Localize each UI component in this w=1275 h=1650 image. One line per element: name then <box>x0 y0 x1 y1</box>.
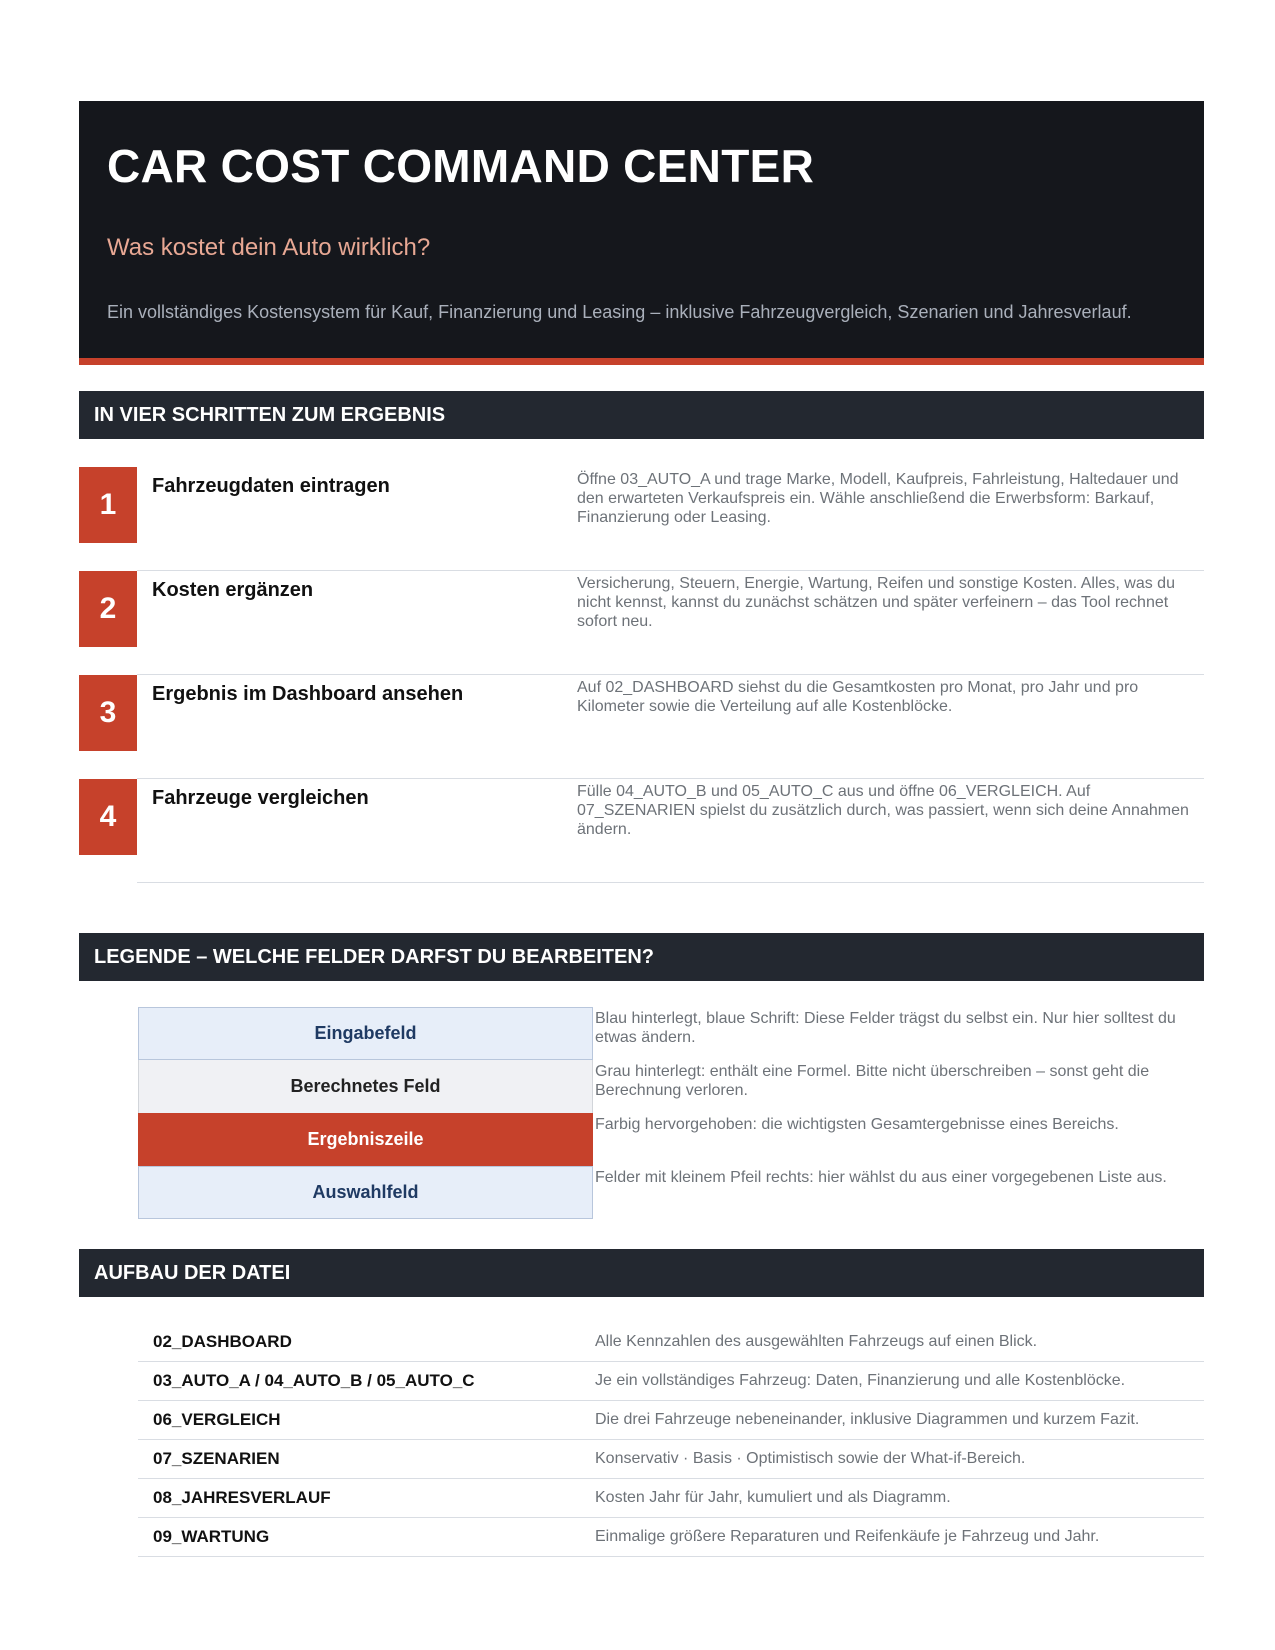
step-text: Versicherung, Steuern, Energie, Wartung, Reifen und sonstige Kosten. Alles, was du nicht kennst, kannst du zunächst schätzen und später verfeinern – das Tool rechnet sofort neu. <box>577 575 1175 630</box>
legend-swatch-calculated: Berechnetes Feld <box>138 1060 593 1113</box>
table-row <box>138 1323 1204 1362</box>
legend-row <box>138 1166 1204 1219</box>
file-structure-table <box>138 1323 1204 1557</box>
sheet-description: Konservativ · Basis · Optimistisch sowie der What-if-Bereich. <box>595 1450 1026 1467</box>
step-item <box>79 467 1204 571</box>
legend-table <box>138 1007 1204 1223</box>
sheet-name: 07_SZENARIEN <box>153 1449 280 1468</box>
table-row <box>138 1518 1204 1557</box>
step-item <box>79 779 1204 883</box>
step-body <box>137 467 1204 571</box>
document-page <box>79 101 1204 1557</box>
table-row <box>138 1401 1204 1440</box>
step-title: Fahrzeuge vergleichen <box>152 787 369 809</box>
legend-description: Farbig hervorgehoben: die wichtigsten Gesamtergebnisse eines Bereichs. <box>595 1116 1119 1133</box>
table-row <box>138 1440 1204 1479</box>
sheet-description: Alle Kennzahlen des ausgewählten Fahrzeugs auf einen Blick. <box>595 1333 1038 1350</box>
section-heading-structure: AUFBAU DER DATEI <box>79 1249 1204 1297</box>
legend-description: Blau hinterlegt, blaue Schrift: Diese Felder trägst du selbst ein. Nur hier solltest du etwas ändern. <box>595 1010 1176 1046</box>
sheet-description: Je ein vollständiges Fahrzeug: Daten, Finanzierung und alle Kostenblöcke. <box>595 1372 1126 1389</box>
sheet-name: 02_DASHBOARD <box>153 1332 292 1351</box>
legend-row <box>138 1113 1204 1166</box>
sheet-description: Die drei Fahrzeuge nebeneinander, inklusive Diagrammen und kurzem Fazit. <box>595 1411 1140 1428</box>
legend-row <box>138 1060 1204 1113</box>
header-banner <box>79 101 1204 365</box>
step-text: Fülle 04_AUTO_B und 05_AUTO_C aus und öffne 06_VERGLEICH. Auf 07_SZENARIEN spielst du zusätzlich durch, was passiert, wenn sich deine Annahmen ändern. <box>577 783 1189 838</box>
sheet-description: Kosten Jahr für Jahr, kumuliert und als Diagramm. <box>595 1489 951 1506</box>
table-row <box>138 1362 1204 1401</box>
legend-description: Grau hinterlegt: enthält eine Formel. Bitte nicht überschreiben – sonst geht die Berechnung verloren. <box>595 1063 1150 1099</box>
legend-description: Felder mit kleinem Pfeil rechts: hier wählst du aus einer vorgegebenen Liste aus. <box>595 1169 1167 1186</box>
sheet-name: 08_JAHRESVERLAUF <box>153 1488 331 1507</box>
step-number: 4 <box>79 779 137 855</box>
step-title: Fahrzeugdaten eintragen <box>152 475 390 497</box>
step-text: Auf 02_DASHBOARD siehst du die Gesamtkosten pro Monat, pro Jahr und pro Kilometer sowie die Verteilung auf alle Kostenblöcke. <box>577 679 1139 715</box>
step-item <box>79 675 1204 779</box>
step-body <box>137 675 1204 779</box>
sheet-name: 09_WARTUNG <box>153 1527 270 1546</box>
step-title: Ergebnis im Dashboard ansehen <box>152 683 464 705</box>
legend-swatch-result: Ergebniszeile <box>138 1113 593 1166</box>
step-number: 2 <box>79 571 137 647</box>
step-title: Kosten ergänzen <box>152 579 314 601</box>
sheet-name: 03_AUTO_A / 04_AUTO_B / 05_AUTO_C <box>153 1371 475 1390</box>
steps-list <box>79 467 1204 883</box>
legend-swatch-input: Eingabefeld <box>138 1007 593 1060</box>
sheet-name: 06_VERGLEICH <box>153 1410 281 1429</box>
page-subtitle: Was kostet dein Auto wirklich? <box>107 234 431 261</box>
page-description: Ein vollständiges Kostensystem für Kauf, Finanzierung und Leasing – inklusive Fahrzeugvergleich, Szenarien und Jahresverlauf. <box>107 302 1132 322</box>
legend-swatch-select: Auswahlfeld <box>138 1166 593 1219</box>
step-number: 3 <box>79 675 137 751</box>
section-heading-legend: LEGENDE – WELCHE FELDER DARFST DU BEARBEITEN? <box>79 933 1204 981</box>
step-body <box>137 571 1204 675</box>
step-body <box>137 779 1204 883</box>
step-number: 1 <box>79 467 137 543</box>
table-row <box>138 1479 1204 1518</box>
section-heading-steps: IN VIER SCHRITTEN ZUM ERGEBNIS <box>79 391 1204 439</box>
legend-row <box>138 1007 1204 1060</box>
sheet-description: Einmalige größere Reparaturen und Reifenkäufe je Fahrzeug und Jahr. <box>595 1528 1100 1545</box>
step-text: Öffne 03_AUTO_A und trage Marke, Modell, Kaufpreis, Fahrleistung, Haltedauer und den erwarteten Verkaufspreis ein. Wähle anschließend die Erwerbsform: Barkauf, Finanzierung oder Leasing. <box>577 471 1179 526</box>
page-title: CAR COST COMMAND CENTER <box>107 140 815 192</box>
step-item <box>79 571 1204 675</box>
